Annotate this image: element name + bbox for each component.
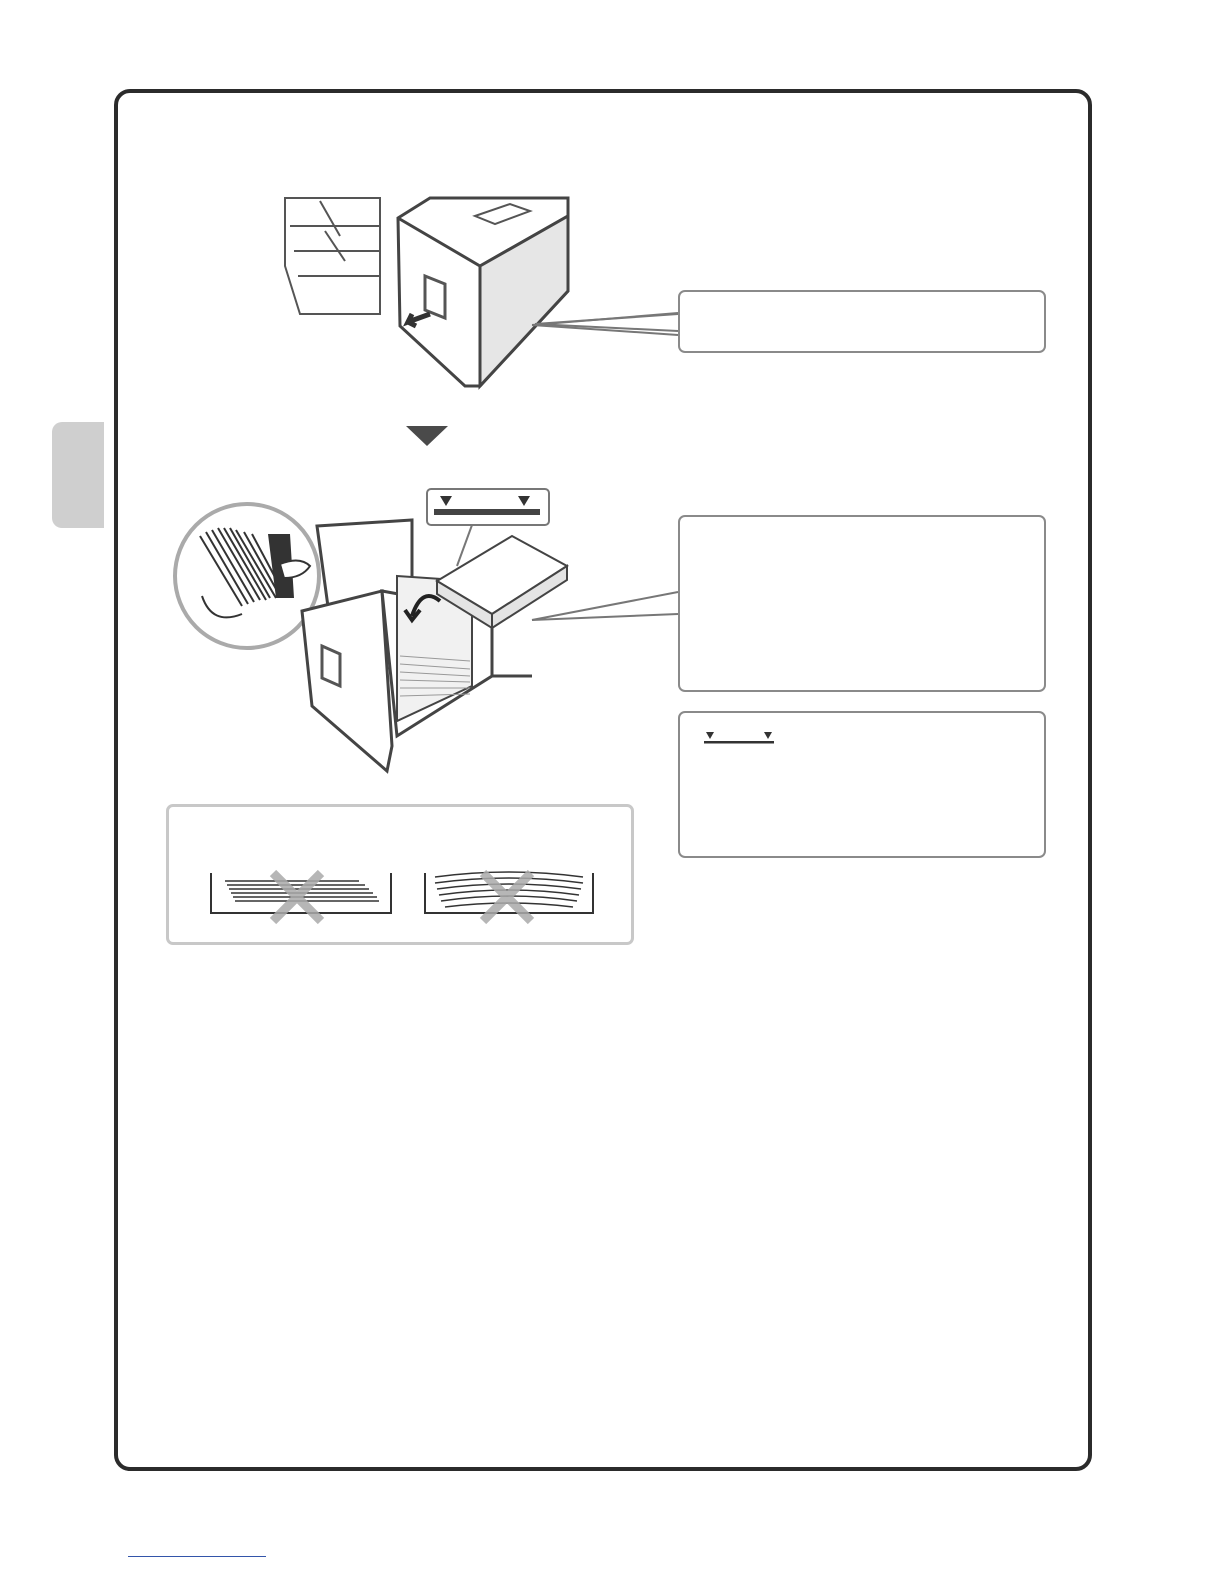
- paper-load-illustration: [172, 486, 572, 776]
- callout-leader-1: [530, 310, 680, 340]
- chapter-side-tab: [52, 422, 104, 528]
- max-fill-line-icon: [704, 731, 776, 745]
- incorrect-loading-examples: [166, 804, 634, 945]
- callout-step-1: [678, 290, 1046, 353]
- curled-paper-icon: [423, 871, 595, 923]
- next-step-arrow-icon: [406, 426, 448, 446]
- tray-open-illustration: [280, 196, 570, 396]
- callout-fill-line-note: [678, 711, 1046, 858]
- callout-step-2: [678, 515, 1046, 692]
- footer-link-underline[interactable]: [128, 1556, 266, 1557]
- callout-leader-2: [530, 590, 680, 630]
- incorrect-stacking-icon: [209, 871, 393, 923]
